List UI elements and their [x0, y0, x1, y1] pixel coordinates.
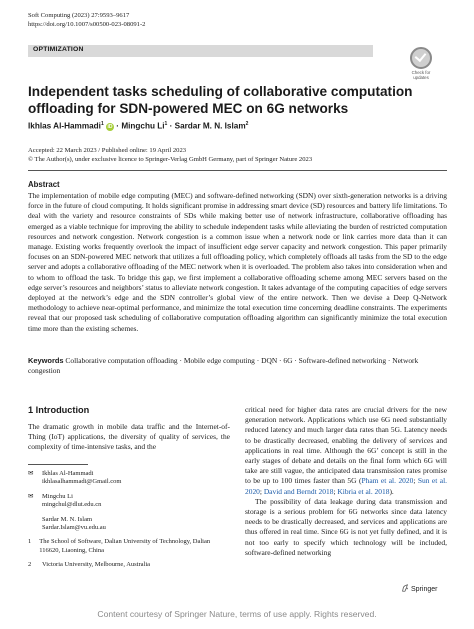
envelope-icon: ✉ [28, 492, 34, 500]
publisher-name: Springer [411, 586, 438, 593]
author-separator: · [169, 121, 173, 131]
publication-meta [28, 146, 312, 164]
citation-link[interactable]: Pham et al. 2020 [361, 476, 414, 486]
affiliation-marker: 2 [245, 121, 249, 127]
intro-column-2 [245, 405, 447, 558]
author-name[interactable]: Mingchu Li [121, 121, 165, 131]
author-separator: · [116, 121, 120, 131]
intro-column-1: The dramatic growth in mobile data traffic and the Internet-of-Thing (IoT) applications, the diversity of quality of services, the complexity of time-intensive tasks, and the [28, 422, 230, 452]
corresponding-author: Mingchu Li [42, 492, 73, 500]
citation-link[interactable]: Kibria et al. 2018 [337, 486, 390, 496]
affiliation: The School of Software, Dalian University of Technology, Dalian 116620, Liaoning, China [39, 538, 211, 554]
citation-link[interactable]: Sun et al. 2020 [245, 476, 447, 496]
check-for-updates-badge[interactable] [404, 47, 438, 80]
email-link[interactable]: mingchul@dlut.edu.cn [42, 501, 102, 509]
paragraph: The possibility of data leakage during data transmission and storage is a serious problem for 6G networks since data latency needs to be drastically decreased, and services and applications are thus offered in real time. Since 6G is not yet fully defined, and it is not too early to specify which technology will be included, software-defined networking [245, 496, 447, 557]
paper-title: Independent tasks scheduling of collaborative computation offloading for SDN-powered MEC on 6G networks [28, 84, 413, 116]
paragraph: critical need for higher data rates are crucial drivers for the new generation network. Applications which use 6G need substantially reduced latency and much larger data rates than 5G. Latency needs to be drastically decreased, enabling the delivery of services and applications in real time. Although the 6G’ concept is still in the early stages of debate and details on the final form which 6G will take are still vague, the anticipated data transmission rates promise to be up to 100 times faster than 5G (Pham et al. 2020; Sun et al. 2020; David and Berndt 2018; Kibria et al. 2018). [245, 405, 447, 496]
publisher-logo [401, 584, 437, 593]
courtesy-notice: Content courtesy of Springer Nature, terms of use apply. Rights reserved. [97, 609, 377, 619]
author-name[interactable]: Ikhlas Al-Hammadi [28, 121, 101, 131]
section-heading: 1 Introduction [28, 405, 90, 415]
abstract-text: The implementation of mobile edge computing (MEC) and software-defined networking (SDN) over sixth-generation networks is a driving force in the future of cloud computing. It holds significant promise in addressing smart device (SD) resources and battery life limitations. To deal with the variety and resource constraints of SDs while making better use of network infrastructure, collaborative offloading has emerged as a viable technique for improving the ability to schedule independent tasks while alleviating the burden of restricted computation resources and network congestion. Network congestion is a common issue when a network node or link carries more data than it can manage. Existing works frequently overlook the impact of insufficient edge server capacity and network congestion. This paper primarily focuses on an SDN-powered MEC network that utilizes a full offloading policy, which completely offloads all tasks from the SD to the edge server and adopts a collaborative offloading of the MEC network when it is overloaded. The problem also takes into consideration when and to whom to offload the task. To bridge this gap, we first implement a collaborative offloading scheme among MEC servers based on the edge server’s resources and neighbors’ status to alleviate network congestion. It takes advantage of the computing capacities of edge servers deployed at the network’s edge and the SDN controller’s global view of the entire network. Then we devise a Deep Q-Network methodology to achieve near-optimal performance, and minimize the total execution time concerning deadline constraints. The experiments reveal that our proposed task scheduling of collaborative computation offloading algorithm can significantly minimize the total execution time more than the existing schemes. [28, 191, 447, 333]
publication-dates: Accepted: 22 March 2023 / Published online: 19 April 2023 [28, 147, 187, 154]
keywords-label: Keywords [28, 356, 64, 365]
citation-link[interactable]: David and Berndt 2018 [263, 486, 334, 496]
doi-link[interactable]: https://doi.org/10.1007/s00500-023-08091-2 [28, 21, 146, 28]
section-label: OPTIMIZATION [33, 46, 84, 53]
checkmark-icon [410, 47, 432, 69]
orcid-icon[interactable]: iD [107, 123, 113, 130]
copyright-notice: © The Author(s), under exclusive licence to Springer-Verlag GmbH Germany, part of Springer Nature 2023 [28, 156, 313, 164]
email-link[interactable]: ikhlasalhammadi@Gmail.com [42, 478, 122, 486]
author-name[interactable]: Sardar M. N. Islam [174, 121, 246, 131]
affiliation: Victoria University, Melbourne, Australia [42, 561, 151, 569]
springer-horse-icon [401, 584, 409, 592]
keywords-text: Collaborative computation offloading · Mobile edge computing · DQN · 6G · Software-defined networking · Network congestion [28, 356, 419, 376]
badge-line-1: Check for [411, 70, 431, 75]
journal-citation [28, 11, 145, 29]
abstract-heading: Abstract [28, 180, 60, 189]
affiliation-number: 2 [28, 561, 32, 569]
author-list [28, 121, 248, 131]
footnotes [28, 470, 230, 576]
email-link[interactable]: Sardar.Islam@vu.edu.au [42, 524, 106, 532]
corresponding-author: Ikhlas Al-Hammadi [42, 470, 94, 477]
footnote-divider [28, 464, 88, 465]
divider [28, 170, 447, 171]
badge-line-2: updates [413, 75, 429, 80]
author-name: Sardar M. N. Islam [42, 515, 93, 523]
journal-line: Soft Computing (2023) 27:9593–9617 [28, 12, 130, 19]
affiliation-marker: 1 [100, 121, 104, 127]
affiliation-number: 1 [28, 538, 32, 546]
affiliation-marker: 1 [164, 121, 168, 127]
envelope-icon: ✉ [28, 470, 34, 477]
keywords [28, 356, 447, 376]
